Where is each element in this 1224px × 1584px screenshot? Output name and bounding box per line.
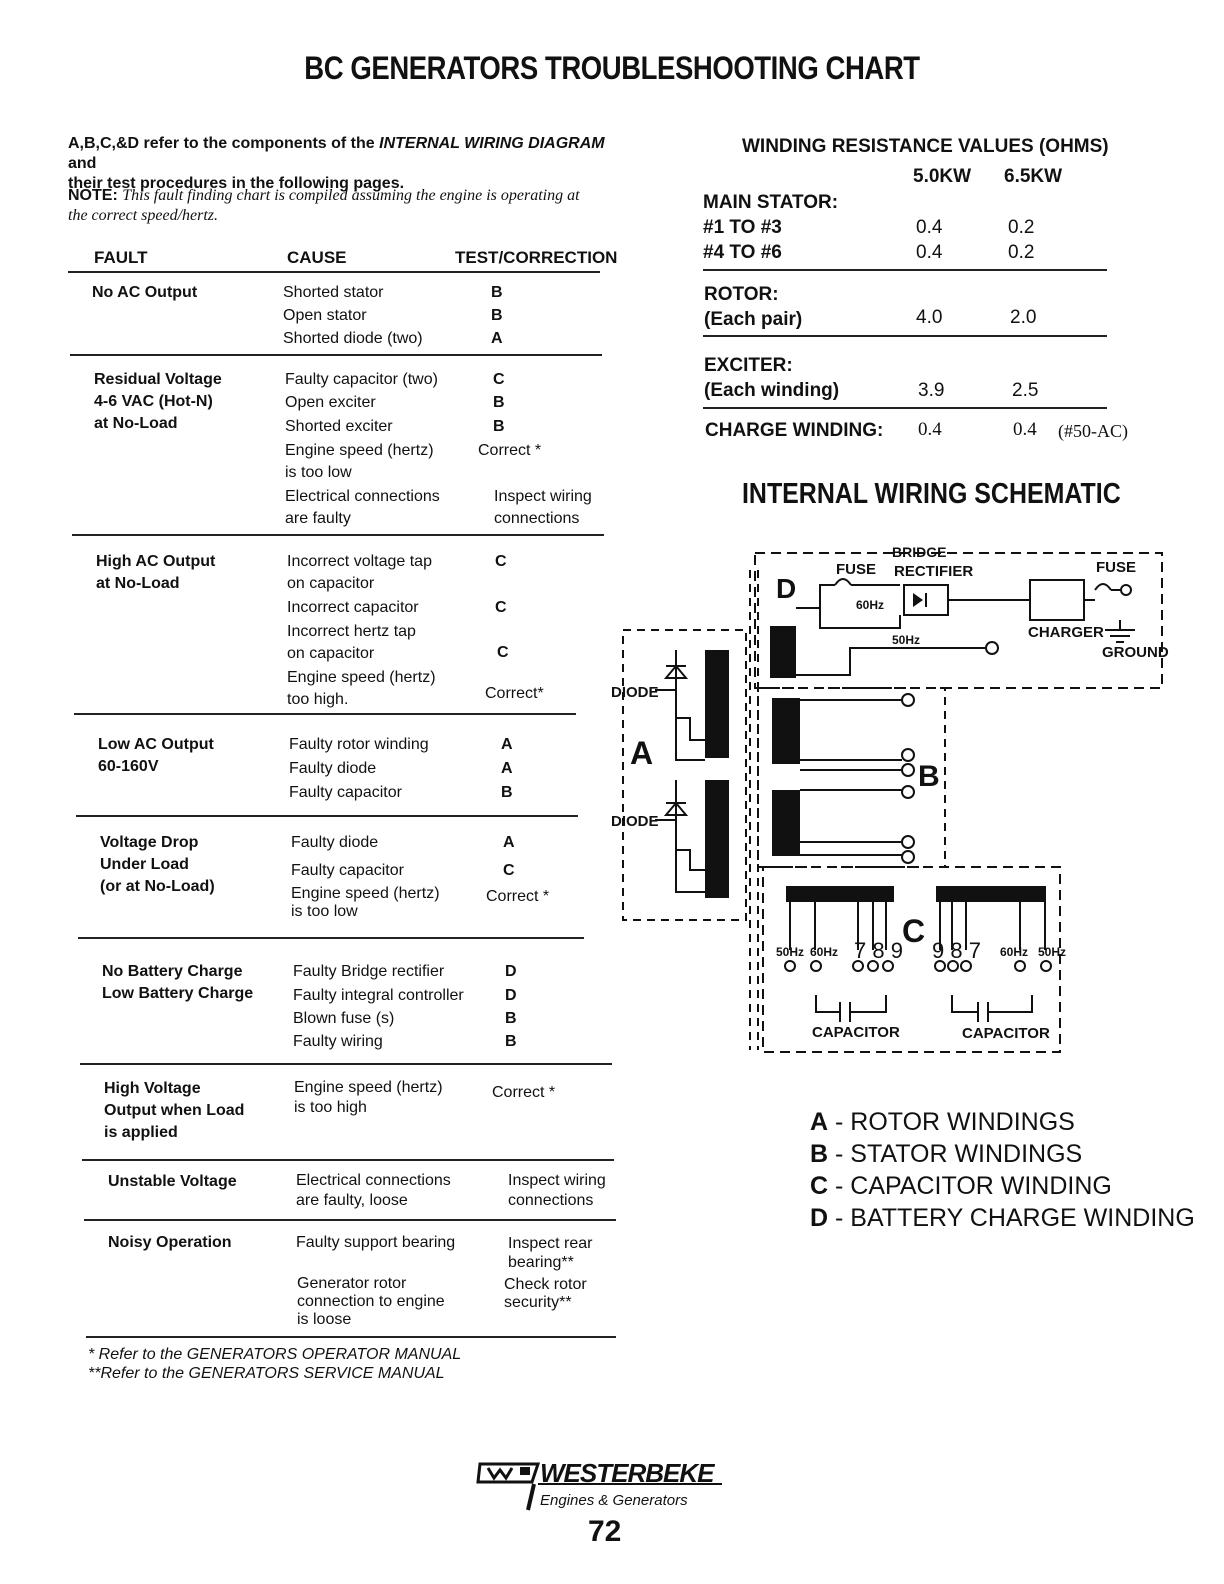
winding-divider bbox=[703, 335, 1107, 337]
winding-col-5kw: 5.0KW bbox=[913, 166, 972, 187]
fault-high-ac-output: High AC Output at No-Load bbox=[96, 553, 216, 592]
legend-item-a: A - ROTOR WINDINGS bbox=[810, 1108, 1075, 1136]
label-diode-1: DIODE bbox=[611, 684, 659, 701]
cause: Incorrect hertz tap on capacitor bbox=[287, 623, 416, 662]
row-divider bbox=[80, 1063, 612, 1065]
cause: Faulty integral controller bbox=[293, 987, 464, 1004]
page-number: 72 bbox=[588, 1515, 622, 1548]
test: C bbox=[497, 644, 509, 661]
brand-name: WESTERBEKE bbox=[540, 1458, 714, 1488]
winding-rotor-65kw: 2.0 bbox=[1010, 307, 1037, 328]
winding-rotor-5kw: 4.0 bbox=[916, 307, 943, 328]
row-divider bbox=[72, 534, 604, 536]
winding-charge-5kw: 0.4 bbox=[918, 419, 942, 440]
test: A bbox=[501, 760, 513, 777]
label-d: D bbox=[776, 573, 797, 604]
cause: Shorted stator bbox=[283, 284, 384, 301]
cause: Generator rotor connection to engine is loose bbox=[297, 1275, 445, 1328]
cause: Faulty rotor winding bbox=[289, 736, 429, 753]
winding-exciter-5kw: 3.9 bbox=[918, 380, 945, 401]
row-divider bbox=[84, 1219, 616, 1221]
winding-main-stator-65kw: 0.2 0.2 bbox=[1008, 217, 1035, 263]
label-capacitor-right: CAPACITOR bbox=[962, 1025, 1050, 1042]
cause: Engine speed (hertz) is too low bbox=[285, 442, 434, 481]
cause: Faulty capacitor bbox=[291, 862, 404, 879]
winding-main-stator-label: MAIN STATOR: #1 TO #3 #4 TO #6 bbox=[703, 192, 839, 263]
brand-tagline: Engines & Generators bbox=[540, 1492, 688, 1509]
footnote-service: **Refer to the GENERATORS SERVICE MANUAL bbox=[88, 1365, 445, 1382]
capacitor-winding-bar-2 bbox=[936, 886, 1046, 902]
test: Correct * bbox=[492, 1084, 556, 1101]
note-text-2: the correct speed/hertz. bbox=[68, 207, 219, 224]
intro-line1-c: and bbox=[68, 155, 97, 172]
note-text: This fault finding chart is compiled assuming the engine is operating at bbox=[122, 187, 580, 204]
label-taps-right: 9 8 7 bbox=[932, 938, 981, 963]
winding-divider bbox=[703, 407, 1107, 409]
winding-divider bbox=[703, 269, 1107, 271]
winding-charge-note: (#50-AC) bbox=[1058, 421, 1128, 441]
fault-no-battery-charge: No Battery Charge Low Battery Charge bbox=[102, 963, 254, 1002]
test: B bbox=[493, 394, 505, 411]
test: D bbox=[505, 963, 517, 980]
test: Correct* bbox=[485, 685, 544, 702]
cause: Open exciter bbox=[285, 394, 376, 411]
cause: Engine speed (hertz) is too low bbox=[291, 885, 440, 920]
note bbox=[68, 186, 628, 226]
winding-charge-65kw: 0.4 bbox=[1013, 419, 1037, 440]
test: B bbox=[491, 284, 503, 301]
fault-noisy-operation: Noisy Operation bbox=[108, 1234, 232, 1251]
header-rule bbox=[68, 271, 600, 273]
label-ground: GROUND bbox=[1102, 644, 1169, 661]
page-title: BC GENERATORS TROUBLESHOOTING CHART bbox=[304, 50, 920, 86]
cause: Incorrect capacitor bbox=[287, 599, 419, 616]
label-taps-left: 7 8 9 bbox=[854, 938, 903, 963]
winding-rotor-label: ROTOR: (Each pair) bbox=[704, 284, 803, 330]
cause: Faulty diode bbox=[289, 760, 377, 777]
label-bridge: BRIDGE bbox=[892, 544, 947, 560]
intro-line1-a: A,B,C,&D refer to the components of the bbox=[68, 135, 380, 152]
legend-item-d: D - BATTERY CHARGE WINDING bbox=[810, 1204, 1195, 1232]
label-charger: CHARGER bbox=[1028, 624, 1104, 641]
test: Correct * bbox=[486, 888, 550, 905]
row-divider bbox=[70, 354, 602, 356]
test: B bbox=[491, 307, 503, 324]
winding-main-stator-5kw: 0.4 0.4 bbox=[916, 217, 943, 263]
test: B bbox=[505, 1010, 517, 1027]
fault-low-ac-output: Low AC Output 60-160V bbox=[98, 736, 214, 775]
winding-title: WINDING RESISTANCE VALUES (OHMS) bbox=[742, 136, 1109, 157]
test: Inspect wiring connections bbox=[494, 488, 592, 527]
cause: Incorrect voltage tap on capacitor bbox=[287, 553, 432, 592]
row-divider bbox=[86, 1336, 616, 1338]
test: A bbox=[491, 330, 503, 347]
cause: Electrical connections are faulty, loose bbox=[296, 1172, 451, 1209]
schematic-title: INTERNAL WIRING SCHEMATIC bbox=[742, 478, 1121, 510]
cause: Faulty wiring bbox=[293, 1033, 383, 1050]
label-50hz-c-right: 50Hz bbox=[1038, 945, 1067, 959]
test: A bbox=[501, 736, 513, 753]
legend-item-c: C - CAPACITOR WINDING bbox=[810, 1172, 1112, 1200]
fault-high-voltage: High Voltage Output when Load is applied bbox=[104, 1080, 245, 1141]
cause: Faulty capacitor (two) bbox=[285, 371, 438, 388]
intro-text bbox=[68, 134, 628, 194]
test: B bbox=[493, 418, 505, 435]
cause: Shorted exciter bbox=[285, 418, 393, 435]
ground-symbol bbox=[1105, 620, 1135, 642]
label-capacitor-left: CAPACITOR bbox=[812, 1024, 900, 1041]
footnote-operator: * Refer to the GENERATORS OPERATOR MANUAL bbox=[88, 1346, 462, 1363]
legend-item-b: B - STATOR WINDINGS bbox=[810, 1140, 1083, 1168]
test: C bbox=[495, 553, 507, 570]
test: Correct * bbox=[478, 442, 542, 459]
stator-winding-bar-2 bbox=[772, 790, 800, 856]
label-diode-2: DIODE bbox=[611, 813, 659, 830]
header-cause: CAUSE bbox=[287, 248, 347, 267]
row-divider bbox=[74, 713, 576, 715]
winding-exciter-label: EXCITER: (Each winding) bbox=[704, 355, 840, 401]
capacitor-winding-bar-1 bbox=[786, 886, 894, 902]
header-fault: FAULT bbox=[94, 248, 148, 267]
cause: Faulty support bearing bbox=[296, 1234, 456, 1251]
cause: Electrical connections are faulty bbox=[285, 488, 440, 527]
test: Check rotor security** bbox=[504, 1276, 587, 1311]
test: D bbox=[505, 987, 517, 1004]
fault-residual-voltage: Residual Voltage 4-6 VAC (Hot-N) at No-Load bbox=[94, 371, 222, 432]
row-divider bbox=[82, 1159, 614, 1161]
label-b: B bbox=[918, 760, 940, 793]
rotor-winding-bar-1 bbox=[705, 650, 729, 758]
wiring-schematic bbox=[600, 530, 1180, 1070]
cause: Faulty diode bbox=[291, 834, 379, 851]
fuse-left-symbol bbox=[835, 579, 851, 585]
row-divider bbox=[78, 937, 584, 939]
test: C bbox=[503, 862, 515, 879]
row-divider bbox=[76, 815, 578, 817]
test: B bbox=[501, 784, 513, 801]
cause: Faulty capacitor bbox=[289, 784, 402, 801]
legend bbox=[810, 1106, 1195, 1234]
note-label: NOTE: bbox=[68, 187, 118, 204]
label-fuse-right: FUSE bbox=[1096, 559, 1137, 576]
intro-line1-b: INTERNAL WIRING DIAGRAM bbox=[379, 135, 605, 152]
cause: Open stator bbox=[283, 307, 367, 324]
label-50hz-d: 50Hz bbox=[892, 633, 921, 647]
label-a: A bbox=[630, 735, 654, 771]
cause: Faulty Bridge rectifier bbox=[293, 963, 445, 980]
header-test: TEST/CORRECTION bbox=[455, 248, 618, 267]
cause: Engine speed (hertz) is too high bbox=[294, 1079, 443, 1116]
winding-charge-label: CHARGE WINDING: bbox=[705, 420, 884, 441]
label-50hz-c-left: 50Hz bbox=[776, 945, 805, 959]
label-rectifier: RECTIFIER bbox=[894, 563, 974, 580]
intro-line2: their test procedures in the following pages. bbox=[68, 175, 405, 192]
label-60hz-c-left: 60Hz bbox=[810, 945, 839, 959]
rectifier-diode-symbol bbox=[913, 593, 927, 607]
label-60hz-c-right: 60Hz bbox=[1000, 945, 1029, 959]
fault-no-ac-output: No AC Output bbox=[92, 284, 198, 301]
charge-winding-bar bbox=[770, 626, 796, 678]
fault-voltage-drop: Voltage Drop Under Load (or at No-Load) bbox=[100, 834, 215, 895]
label-60hz-d: 60Hz bbox=[856, 598, 885, 612]
test: C bbox=[495, 599, 507, 616]
charger-box bbox=[1030, 580, 1084, 620]
fuse-right-symbol bbox=[1095, 584, 1111, 590]
fault-unstable-voltage: Unstable Voltage bbox=[108, 1173, 237, 1190]
test: A bbox=[503, 834, 515, 851]
winding-col-65kw: 6.5KW bbox=[1004, 166, 1063, 187]
winding-exciter-65kw: 2.5 bbox=[1012, 380, 1039, 401]
cause: Blown fuse (s) bbox=[293, 1010, 395, 1027]
rotor-winding-bar-2 bbox=[705, 780, 729, 898]
test: Inspect wiring connections bbox=[508, 1172, 606, 1209]
test: Inspect rear bearing** bbox=[508, 1235, 593, 1271]
stator-winding-bar-1 bbox=[772, 698, 800, 764]
test: B bbox=[505, 1033, 517, 1050]
test: C bbox=[493, 371, 505, 388]
label-c: C bbox=[902, 913, 926, 949]
label-fuse-left: FUSE bbox=[836, 561, 877, 578]
cause: Engine speed (hertz) too high. bbox=[287, 669, 436, 708]
cause: Shorted diode (two) bbox=[283, 330, 423, 347]
